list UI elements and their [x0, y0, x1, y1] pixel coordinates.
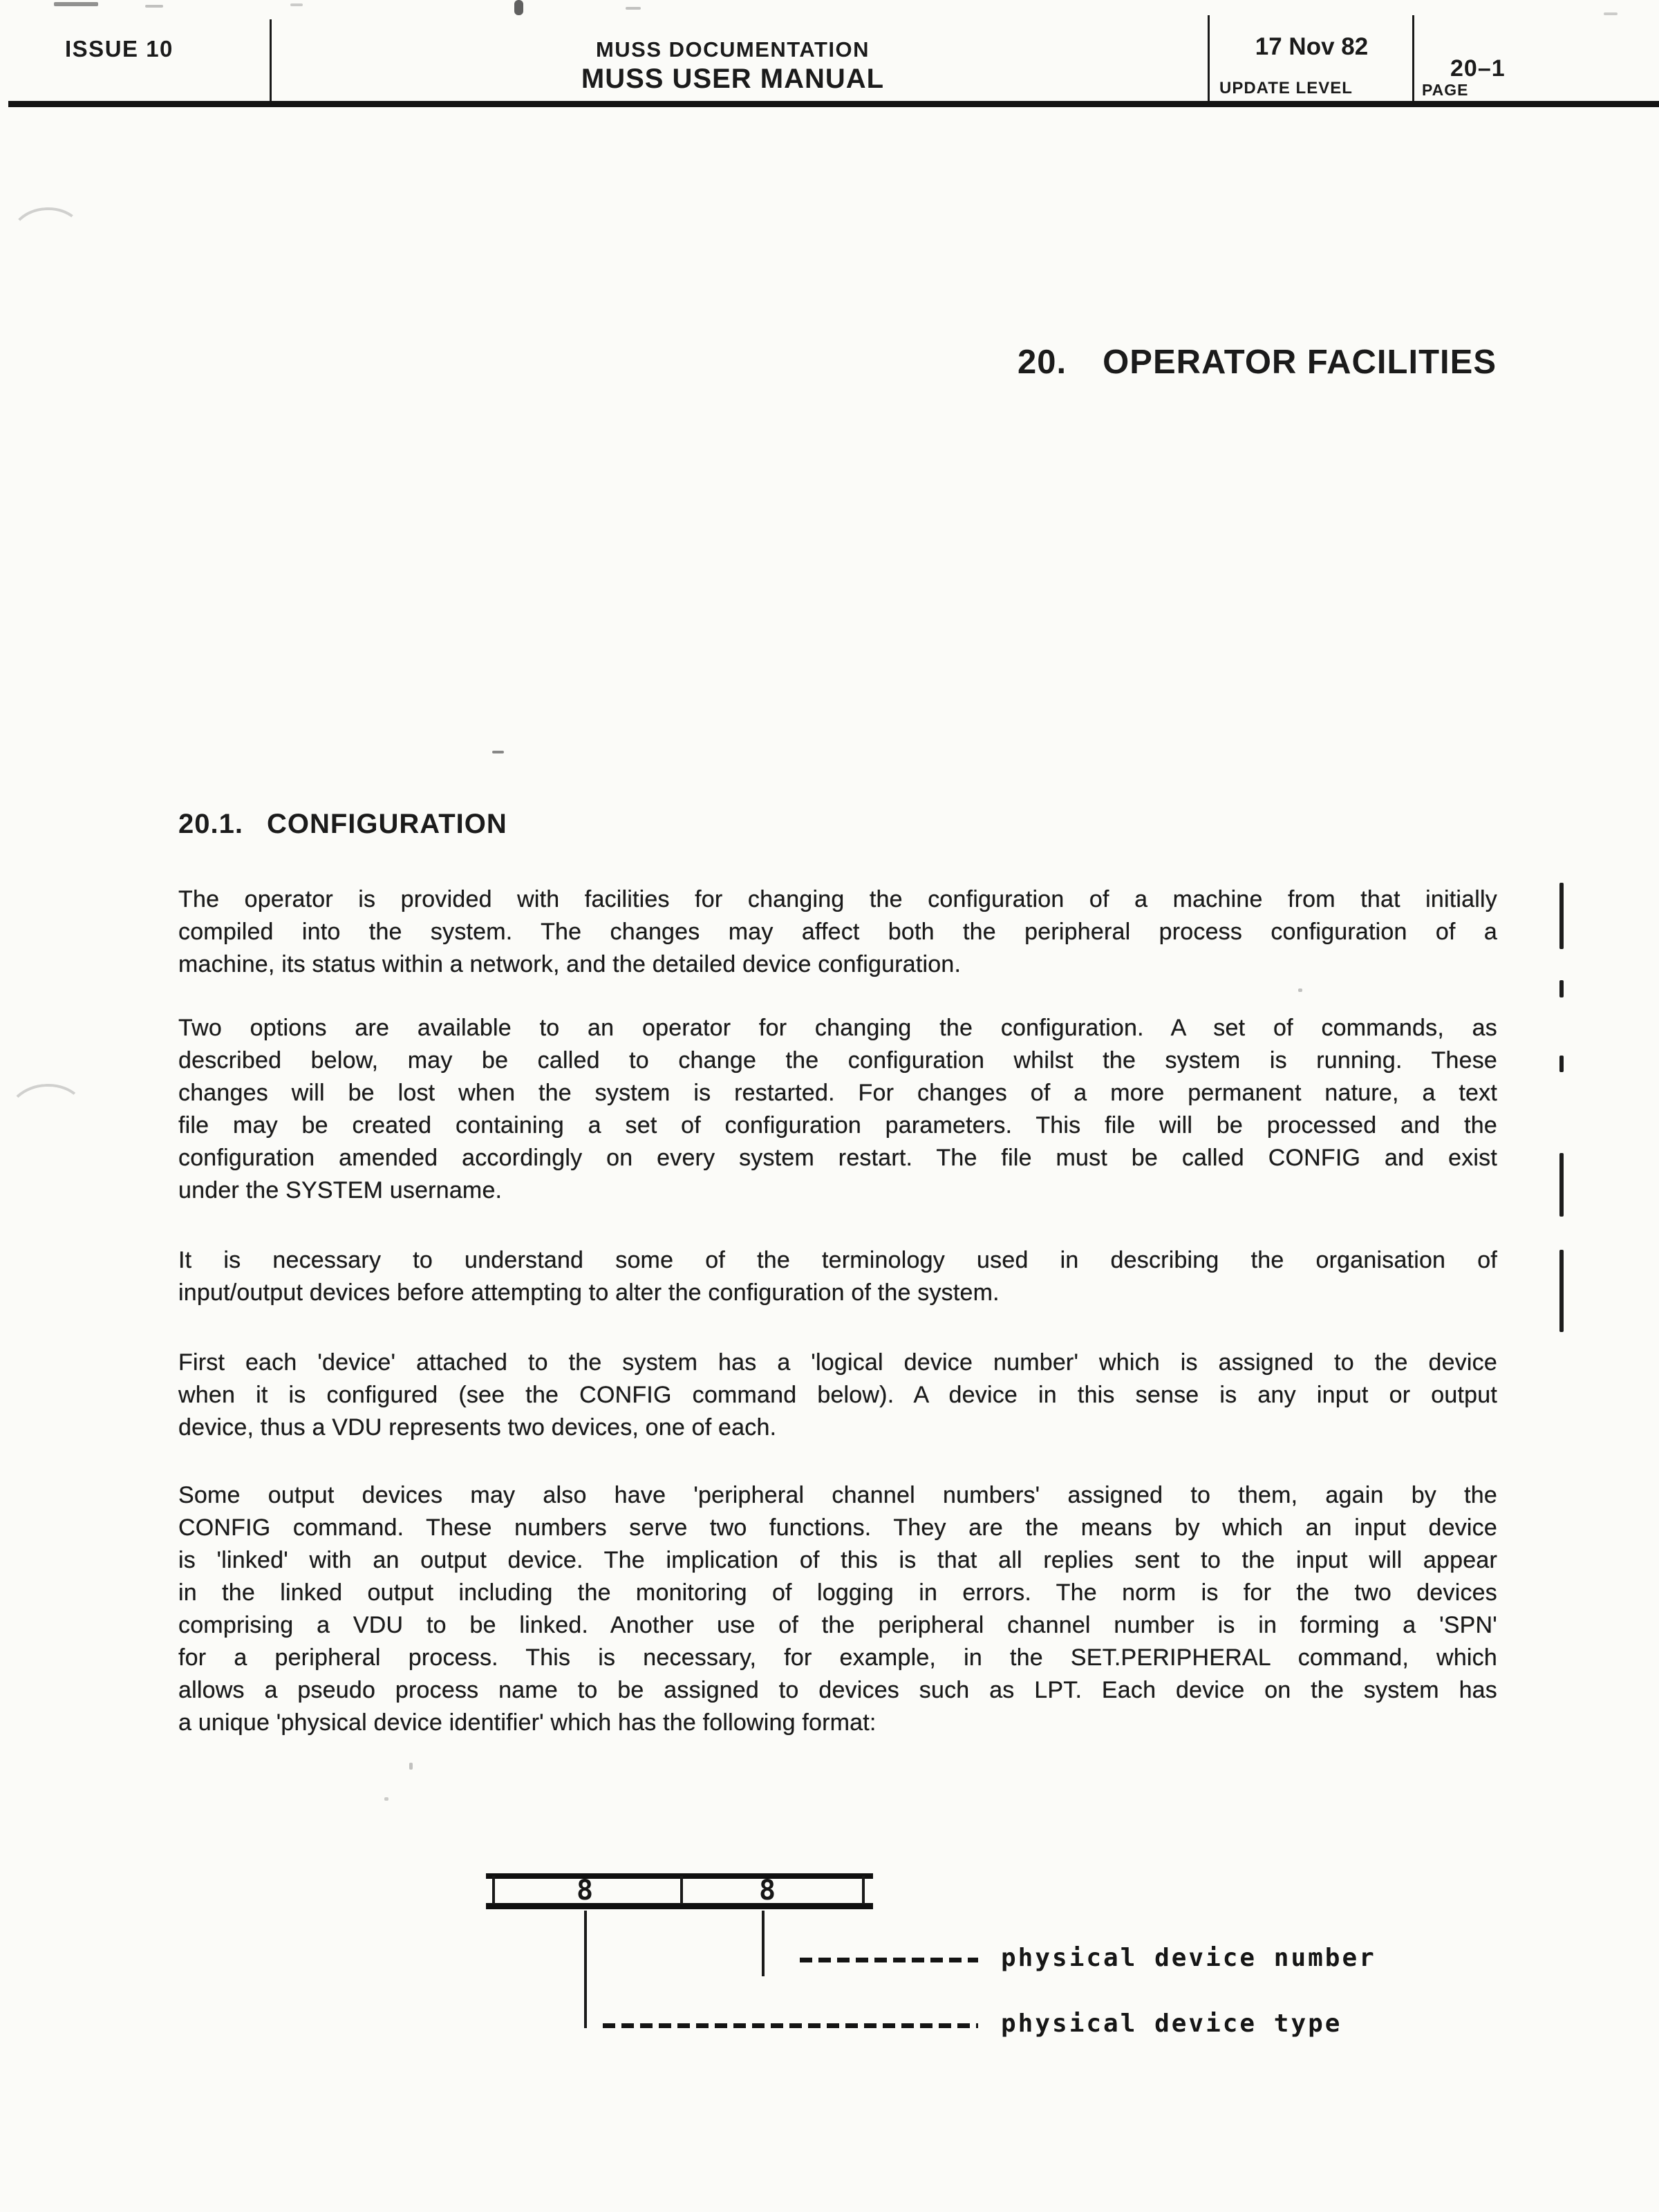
- scan-speck: [626, 7, 641, 10]
- body-line: It is necessary to understand some of the terminology used in describing the organisation of: [178, 1247, 1497, 1273]
- chapter-title: [885, 343, 1497, 382]
- scan-speck: [145, 5, 163, 8]
- body-line: machine, its status within a network, and the detailed device configuration.: [178, 951, 962, 977]
- change-bar: [1559, 980, 1564, 997]
- label-physical-device-type: physical device type: [1001, 2009, 1342, 2038]
- change-bar: [1559, 883, 1564, 949]
- header-divider: [1412, 15, 1414, 102]
- paragraph: [178, 1012, 1497, 1207]
- scan-speck: [1298, 988, 1302, 992]
- body-line: First each 'device' attached to the system has a 'logical device number' which is assigned to the device: [178, 1349, 1497, 1376]
- body-line: input/output devices before attempting to alter the configuration of the system.: [178, 1280, 1000, 1306]
- body-line: Some output devices may also have 'peripheral channel numbers' assigned to them, again by the: [178, 1482, 1497, 1508]
- section-heading-text: CONFIGURATION: [266, 809, 507, 839]
- body-line: changes will be lost when the system is restarted. For changes of a more permanent nature, a text: [178, 1080, 1497, 1106]
- scan-speck: [1604, 12, 1618, 15]
- diagram-box-top: [486, 1873, 873, 1879]
- body-line: is 'linked' with an output device. The implication of this is that all replies sent to the input will appear: [178, 1547, 1497, 1573]
- diagram-box-tick: [492, 1876, 495, 1904]
- body-line: described below, may be called to change the configuration whilst the system is running. These: [178, 1047, 1497, 1074]
- body-line: a unique 'physical device identifier' which has the following format:: [178, 1709, 877, 1736]
- diagram-box-tick: [862, 1876, 865, 1904]
- scan-artifact-arc: [6, 1082, 89, 1150]
- section-number: 20.1.: [178, 809, 243, 839]
- scan-speck: [514, 0, 523, 15]
- diagram-box-tick: [680, 1876, 683, 1904]
- scan-speck: [492, 751, 504, 753]
- leader-line-device-type: [584, 1911, 587, 2028]
- body-line: file may be created containing a set of configuration parameters. This file will be processed and the: [178, 1112, 1497, 1138]
- change-bar: [1559, 1153, 1564, 1217]
- dashed-leader-device-type: [603, 2023, 978, 2028]
- header-rule: [8, 101, 1659, 107]
- body-line: configuration amended accordingly on every system restart. The file must be called CONFIG and exist: [178, 1145, 1497, 1171]
- document-title-block: [518, 37, 947, 95]
- diagram-box-bottom: [486, 1903, 873, 1909]
- chapter-title-text: OPERATOR FACILITIES: [1103, 344, 1497, 381]
- update-level-label: UPDATE LEVEL: [1219, 79, 1353, 97]
- change-bar: [1559, 1056, 1564, 1072]
- paragraph: [178, 883, 1497, 981]
- change-bar: [1559, 1250, 1564, 1332]
- leader-line-device-number: [762, 1911, 765, 1976]
- body-line: in the linked output including the monitoring of logging in errors. The norm is for the two devices: [178, 1580, 1497, 1606]
- body-line: comprising a VDU to be linked. Another use of the peripheral channel number is in forming a 'SPN': [178, 1612, 1497, 1638]
- field-width-bits-2: 8: [759, 1875, 776, 1906]
- document-title-line2: MUSS USER MANUAL: [581, 64, 885, 94]
- body-line: device, thus a VDU represents two devices, one of each.: [178, 1414, 777, 1441]
- body-line: when it is configured (see the CONFIG command below). A device in this sense is any input or output: [178, 1382, 1497, 1408]
- section-heading: [178, 809, 507, 840]
- body-line: for a peripheral process. This is necessary, for example, in the SET.PERIPHERAL command, which: [178, 1644, 1497, 1671]
- scan-speck: [384, 1797, 388, 1801]
- page-number: 20–1: [1450, 55, 1506, 82]
- body-line: CONFIG command. These numbers serve two functions. They are the means by which an input device: [178, 1515, 1497, 1541]
- scan-speck: [290, 3, 303, 6]
- body-line: under the SYSTEM username.: [178, 1177, 503, 1203]
- scan-artifact-arc: [8, 205, 86, 269]
- header-divider: [270, 19, 272, 102]
- field-width-bits-1: 8: [577, 1875, 594, 1906]
- update-date: 17 Nov 82: [1255, 33, 1369, 60]
- chapter-number: 20.: [1018, 344, 1067, 381]
- header-divider: [1208, 15, 1210, 102]
- label-physical-device-number: physical device number: [1001, 1944, 1376, 1972]
- body-line: The operator is provided with facilities for changing the configuration of a machine from that initially: [178, 886, 1497, 912]
- dashed-leader-device-number: [800, 1958, 978, 1962]
- paragraph: [178, 1347, 1497, 1444]
- paragraph: [178, 1479, 1497, 1739]
- body-line: Two options are available to an operator for changing the configuration. A set of commands, as: [178, 1015, 1497, 1041]
- issue-number: ISSUE 10: [65, 36, 174, 62]
- body-line: compiled into the system. The changes may affect both the peripheral process configuration of a: [178, 919, 1497, 945]
- paragraph: [178, 1244, 1497, 1309]
- scan-speck: [54, 2, 98, 6]
- scan-speck: [409, 1763, 413, 1770]
- document-title-line1: MUSS DOCUMENTATION: [595, 37, 870, 62]
- page-label: PAGE: [1422, 81, 1469, 99]
- body-line: allows a pseudo process name to be assigned to devices such as LPT. Each device on the system has: [178, 1677, 1497, 1703]
